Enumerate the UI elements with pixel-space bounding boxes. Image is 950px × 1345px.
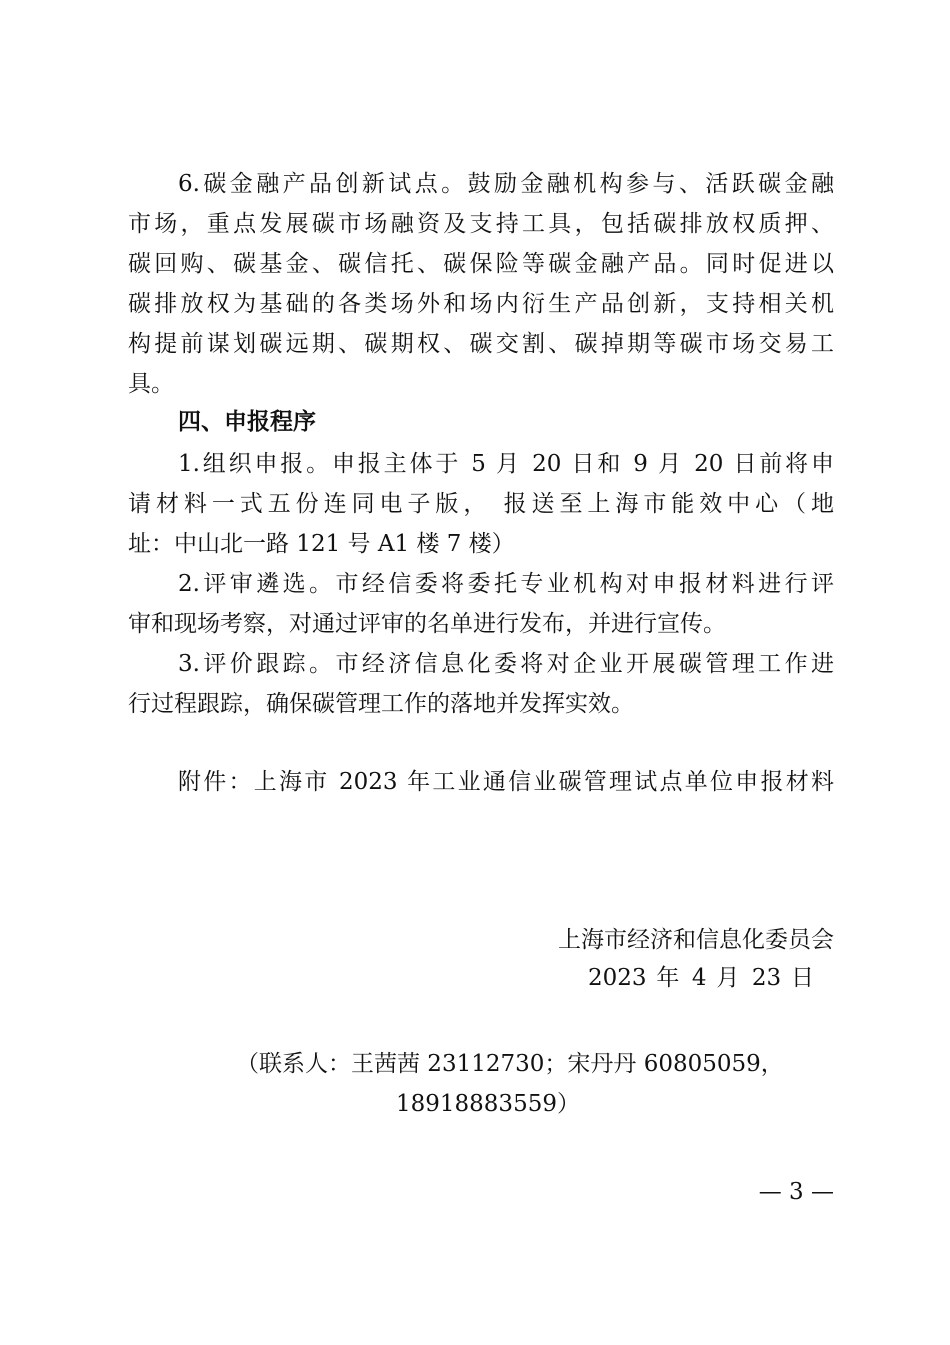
page-number: — 3 — <box>758 1179 834 1205</box>
signature-date: 2023 年 4 月 23 日 <box>588 965 814 991</box>
contact-line-2: 18918883559） <box>396 1091 580 1117</box>
paragraph-line: 行过程跟踪，确保碳管理工作的落地并发挥实效。 <box>128 691 634 717</box>
paragraph-line: 审和现场考察，对通过评审的名单进行发布，并进行宣传。 <box>128 611 726 637</box>
paragraph-line: 构提前谋划碳远期、碳期权、碳交割、碳掉期等碳市场交易工 <box>128 331 834 357</box>
paragraph-line: 1.组织申报。申报主体于 5 月 20 日和 9 月 20 日前将申 <box>178 451 834 477</box>
paragraph-line: 6.碳金融产品创新试点。鼓励金融机构参与、活跃碳金融 <box>178 171 834 197</box>
paragraph-line: 市场，重点发展碳市场融资及支持工具，包括碳排放权质押、 <box>128 211 834 237</box>
contact-line-1: （联系人：王茜茜 23112730；宋丹丹 60805059， <box>236 1051 784 1077</box>
paragraph-line: 具。 <box>128 371 174 397</box>
section-heading: 四、申报程序 <box>178 409 316 435</box>
paragraph-line: 址：中山北一路 121 号 A1 楼 7 楼） <box>128 531 515 557</box>
paragraph-line: 请材料一式五份连同电子版， 报送至上海市能效中心（地 <box>128 491 834 517</box>
paragraph-line: 3.评价跟踪。市经济信息化委将对企业开展碳管理工作进 <box>178 651 834 677</box>
paragraph-line: 碳排放权为基础的各类场外和场内衍生产品创新，支持相关机 <box>128 291 834 317</box>
paragraph-line: 碳回购、碳基金、碳信托、碳保险等碳金融产品。同时促进以 <box>128 251 834 277</box>
signature-organization: 上海市经济和信息化委员会 <box>558 927 834 953</box>
attachment-note: 附件：上海市 2023 年工业通信业碳管理试点单位申报材料 <box>178 769 834 795</box>
paragraph-line: 2.评审遴选。市经信委将委托专业机构对申报材料进行评 <box>178 571 834 597</box>
